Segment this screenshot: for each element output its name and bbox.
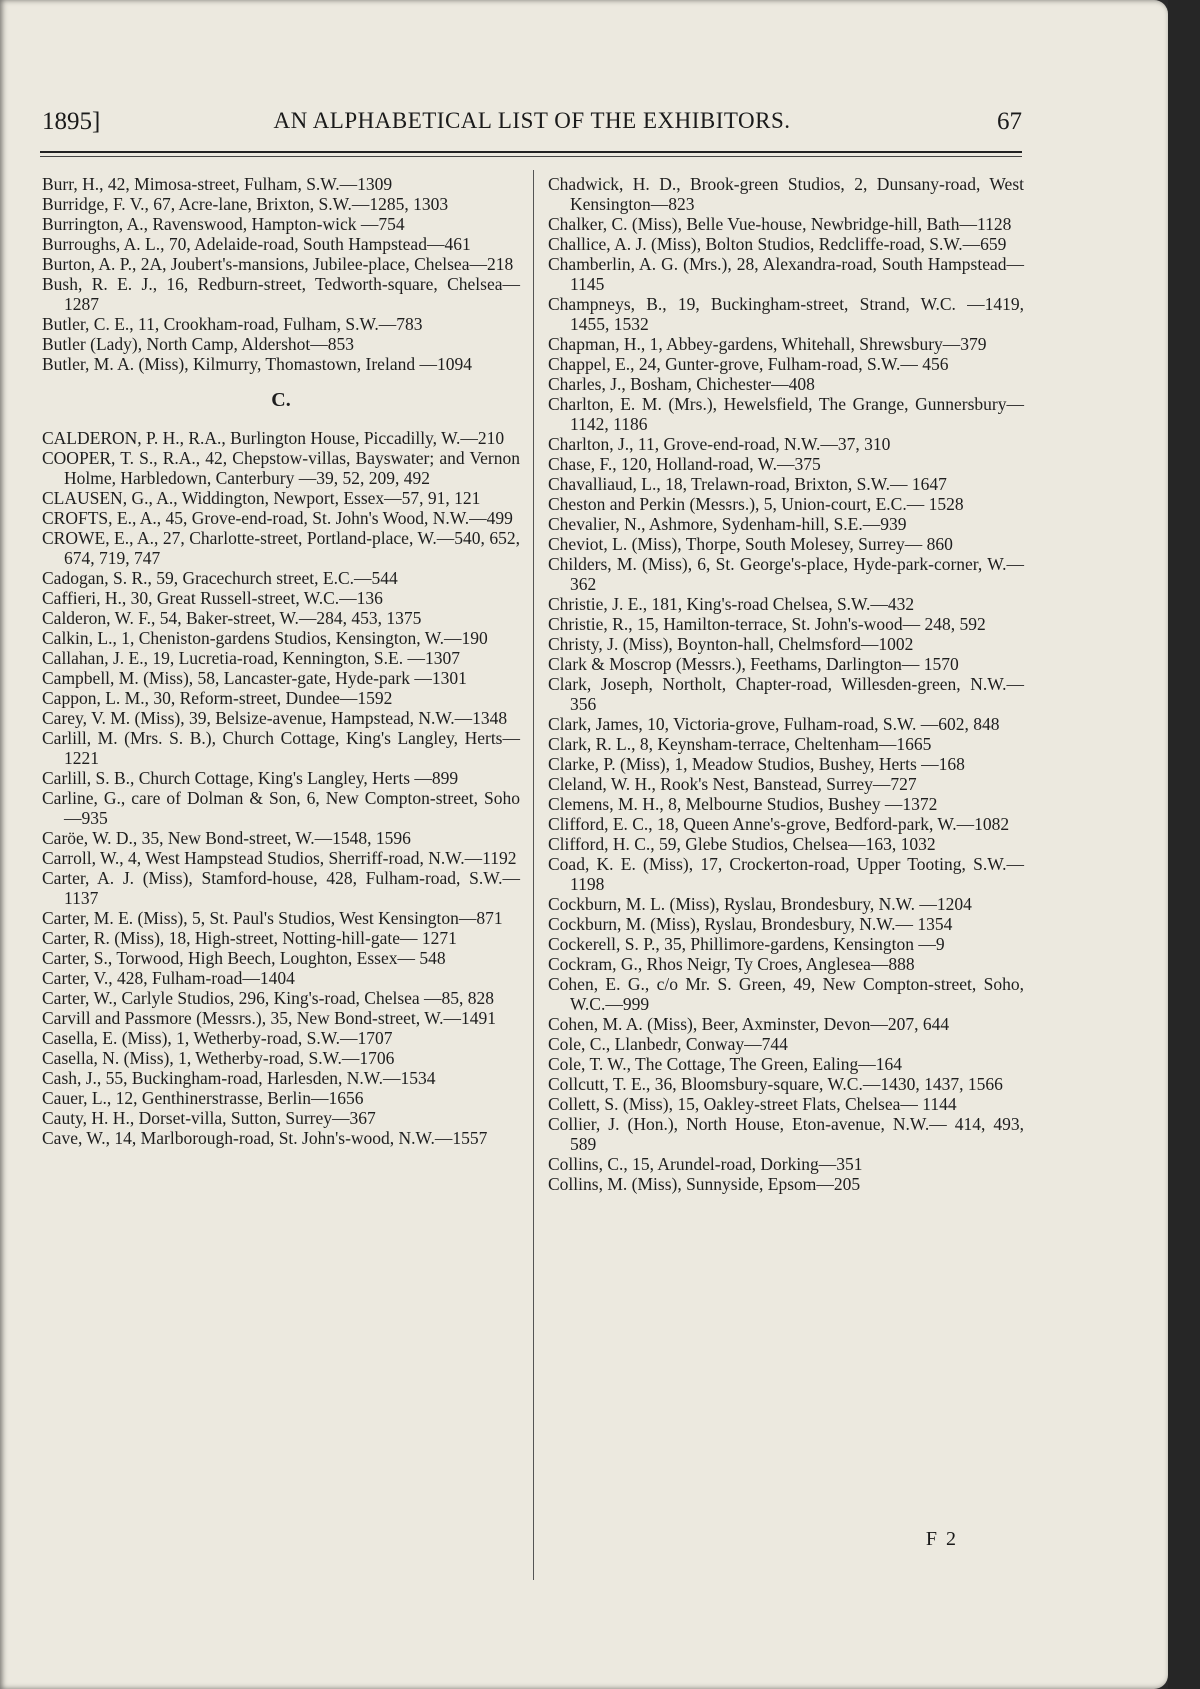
exhibitor-entry: Clark, R. L., 8, Keynsham-terrace, Cheltenham—1665	[548, 734, 932, 754]
exhibitor-entry: Butler, C. E., 11, Crookham-road, Fulham, S.W.—783	[42, 314, 423, 334]
exhibitor-entry: Carter, M. E. (Miss), 5, St. Paul's Studios, West Kensington—871	[42, 908, 503, 928]
exhibitor-entry: Burr, H., 42, Mimosa-street, Fulham, S.W.—1309	[42, 174, 393, 194]
exhibitor-entry: Collins, C., 15, Arundel-road, Dorking—351	[548, 1154, 863, 1174]
header-rule	[40, 151, 1022, 153]
exhibitor-entry: Christy, J. (Miss), Boynton-hall, Chelmsford—1002	[548, 634, 914, 654]
exhibitor-entry: Christie, R., 15, Hamilton-terrace, St. John's-wood— 248, 592	[548, 614, 986, 634]
exhibitor-entry: Collins, M. (Miss), Sunnyside, Epsom—205	[548, 1174, 861, 1194]
exhibitor-entry: Burrington, A., Ravenswood, Hampton-wick —754	[42, 214, 405, 234]
running-title: AN ALPHABETICAL LIST OF THE EXHIBITORS.	[273, 108, 791, 133]
exhibitor-entry: Cheston and Perkin (Messrs.), 5, Union-court, E.C.— 1528	[548, 494, 964, 514]
header-year: 1895]	[42, 108, 101, 135]
exhibitor-entry: Collier, J. (Hon.), North House, Eton-avenue, N.W.— 414, 493, 589	[548, 1114, 1024, 1154]
exhibitor-entry: Christie, J. E., 181, King's-road Chelsea, S.W.—432	[548, 594, 915, 614]
exhibitor-entry: Cadogan, S. R., 59, Gracechurch street, E.C.—544	[42, 568, 398, 588]
exhibitor-entry: Charlton, J., 11, Grove-end-road, N.W.—37, 310	[548, 434, 891, 454]
exhibitor-entry: Clifford, E. C., 18, Queen Anne's-grove, Bedford-park, W.—1082	[548, 814, 1010, 834]
exhibitor-entry: Carroll, W., 4, West Hampstead Studios, Sherriff-road, N.W.—1192	[42, 848, 517, 868]
exhibitor-entry: Cave, W., 14, Marlborough-road, St. John's-wood, N.W.—1557	[42, 1128, 488, 1148]
exhibitor-entry: Caröe, W. D., 35, New Bond-street, W.—1548, 1596	[42, 828, 411, 848]
exhibitor-entry: Charlton, E. M. (Mrs.), Hewelsfield, The Grange, Gunnersbury—1142, 1186	[548, 394, 1024, 434]
exhibitor-entry: Chappel, E., 24, Gunter-grove, Fulham-road, S.W.— 456	[548, 354, 949, 374]
exhibitor-entry: Chapman, H., 1, Abbey-gardens, Whitehall, Shrewsbury—379	[548, 334, 987, 354]
exhibitor-entry: Challice, A. J. (Miss), Bolton Studios, Redcliffe-road, S.W.—659	[548, 234, 1007, 254]
exhibitor-entry: Cohen, M. A. (Miss), Beer, Axminster, Devon—207, 644	[548, 1014, 950, 1034]
exhibitor-entry: Cash, J., 55, Buckingham-road, Harlesden, N.W.—1534	[42, 1068, 436, 1088]
exhibitor-entry: Casella, E. (Miss), 1, Wetherby-road, S.W.—1707	[42, 1028, 393, 1048]
exhibitor-entry: Carvill and Passmore (Messrs.), 35, New Bond-street, W.—1491	[42, 1008, 496, 1028]
exhibitor-entry: Butler (Lady), North Camp, Aldershot—853	[42, 334, 355, 354]
column-divider	[533, 170, 534, 1580]
exhibitor-entry: COOPER, T. S., R.A., 42, Chepstow-villas, Bayswater; and Vernon Holme, Harbledown, Canterbury —39, 52, 209, 492	[42, 448, 520, 488]
exhibitor-entry: Collett, S. (Miss), 15, Oakley-street Flats, Chelsea— 1144	[548, 1094, 957, 1114]
exhibitor-entry: CROWE, E., A., 27, Charlotte-street, Portland-place, W.—540, 652, 674, 719, 747	[42, 528, 520, 568]
right-column	[548, 174, 1024, 1194]
exhibitor-entry: Clemens, M. H., 8, Melbourne Studios, Bushey —1372	[548, 794, 938, 814]
signature-mark: F 2	[925, 1528, 958, 1550]
header-rule-thin	[40, 156, 1022, 157]
exhibitor-entry: Burton, A. P., 2A, Joubert's-mansions, Jubilee-place, Chelsea—218	[42, 254, 514, 274]
exhibitor-entry: Carline, G., care of Dolman & Son, 6, New Compton-street, Soho—935	[42, 788, 520, 828]
exhibitor-entry: Caffieri, H., 30, Great Russell-street, W.C.—136	[42, 588, 383, 608]
section-letter: C.	[271, 389, 291, 411]
exhibitor-entry: Cockerell, S. P., 35, Phillimore-gardens, Kensington —9	[548, 934, 945, 954]
entries-c-list	[42, 428, 520, 1148]
page-number: 67	[997, 108, 1022, 135]
entries-list	[548, 174, 1024, 1194]
exhibitor-entry: CALDERON, P. H., R.A., Burlington House, Piccadilly, W.—210	[42, 428, 505, 448]
exhibitor-entry: Cole, T. W., The Cottage, The Green, Ealing—164	[548, 1054, 902, 1074]
exhibitor-entry: Cole, C., Llanbedr, Conway—744	[548, 1034, 788, 1054]
exhibitor-entry: Clark, Joseph, Northolt, Chapter-road, Willesden-green, N.W.—356	[548, 674, 1024, 714]
exhibitor-entry: Calkin, L., 1, Cheniston-gardens Studios, Kensington, W.—190	[42, 628, 488, 648]
exhibitor-entry: Champneys, B., 19, Buckingham-street, Strand, W.C. —1419, 1455, 1532	[548, 294, 1024, 334]
exhibitor-entry: Cheviot, L. (Miss), Thorpe, South Molesey, Surrey— 860	[548, 534, 953, 554]
exhibitor-entry: CLAUSEN, G., A., Widdington, Newport, Essex—57, 91, 121	[42, 488, 481, 508]
exhibitor-entry: Cauty, H. H., Dorset-villa, Sutton, Surrey—367	[42, 1108, 376, 1128]
exhibitor-entry: Carter, R. (Miss), 18, High-street, Notting-hill-gate— 1271	[42, 928, 457, 948]
exhibitor-entry: Charles, J., Bosham, Chichester—408	[548, 374, 815, 394]
exhibitor-entry: Chavalliaud, L., 18, Trelawn-road, Brixton, S.W.— 1647	[548, 474, 947, 494]
exhibitor-entry: Chalker, C. (Miss), Belle Vue-house, Newbridge-hill, Bath—1128	[548, 214, 1012, 234]
exhibitor-entry: Carter, A. J. (Miss), Stamford-house, 428, Fulham-road, S.W.—1137	[42, 868, 520, 908]
exhibitor-entry: Cockburn, M. L. (Miss), Ryslau, Brondesbury, N.W. —1204	[548, 894, 972, 914]
exhibitor-entry: Coad, K. E. (Miss), 17, Crockerton-road, Upper Tooting, S.W.—1198	[548, 854, 1024, 894]
entries-b-list	[42, 174, 520, 374]
exhibitor-entry: Cockburn, M. (Miss), Ryslau, Brondesbury, N.W.— 1354	[548, 914, 953, 934]
exhibitor-entry: Carter, V., 428, Fulham-road—1404	[42, 968, 295, 988]
exhibitor-entry: Clark & Moscrop (Messrs.), Feethams, Darlington— 1570	[548, 654, 959, 674]
page-header	[42, 108, 1022, 144]
exhibitor-entry: Casella, N. (Miss), 1, Wetherby-road, S.W.—1706	[42, 1048, 395, 1068]
exhibitor-entry: Cockram, G., Rhos Neigr, Ty Croes, Anglesea—888	[548, 954, 915, 974]
exhibitor-entry: Chadwick, H. D., Brook-green Studios, 2, Dunsany-road, West Kensington—823	[548, 174, 1024, 214]
left-column	[42, 174, 520, 1148]
exhibitor-entry: Calderon, W. F., 54, Baker-street, W.—284, 453, 1375	[42, 608, 422, 628]
exhibitor-entry: Carey, V. M. (Miss), 39, Belsize-avenue, Hampstead, N.W.—1348	[42, 708, 508, 728]
exhibitor-entry: Callahan, J. E., 19, Lucretia-road, Kennington, S.E. —1307	[42, 648, 460, 668]
exhibitor-entry: Carter, W., Carlyle Studios, 296, King's-road, Chelsea —85, 828	[42, 988, 495, 1008]
exhibitor-entry: Burroughs, A. L., 70, Adelaide-road, South Hampstead—461	[42, 234, 471, 254]
exhibitor-entry: Chase, F., 120, Holland-road, W.—375	[548, 454, 821, 474]
background-edge	[1168, 0, 1200, 1689]
exhibitor-entry: Carlill, M. (Mrs. S. B.), Church Cottage, King's Langley, Herts—1221	[42, 728, 520, 768]
exhibitor-entry: Butler, M. A. (Miss), Kilmurry, Thomastown, Ireland —1094	[42, 354, 472, 374]
exhibitor-entry: Cohen, E. G., c/o Mr. S. Green, 49, New Compton-street, Soho, W.C.—999	[548, 974, 1024, 1014]
exhibitor-entry: Carter, S., Torwood, High Beech, Loughton, Essex— 548	[42, 948, 446, 968]
exhibitor-entry: Carlill, S. B., Church Cottage, King's Langley, Herts —899	[42, 768, 459, 788]
exhibitor-entry: Cleland, W. H., Rook's Nest, Banstead, Surrey—727	[548, 774, 917, 794]
exhibitor-entry: Campbell, M. (Miss), 58, Lancaster-gate, Hyde-park —1301	[42, 668, 467, 688]
exhibitor-entry: Cauer, L., 12, Genthinerstrasse, Berlin—1656	[42, 1088, 364, 1108]
exhibitor-entry: Chamberlin, A. G. (Mrs.), 28, Alexandra-road, South Hampstead—1145	[548, 254, 1024, 294]
exhibitor-entry: CROFTS, E., A., 45, Grove-end-road, St. John's Wood, N.W.—499	[42, 508, 513, 528]
exhibitor-entry: Chevalier, N., Ashmore, Sydenham-hill, S.E.—939	[548, 514, 907, 534]
exhibitor-entry: Clarke, P. (Miss), 1, Meadow Studios, Bushey, Herts —168	[548, 754, 965, 774]
exhibitor-entry: Cappon, L. M., 30, Reform-street, Dundee—1592	[42, 688, 393, 708]
exhibitor-entry: Clark, James, 10, Victoria-grove, Fulham-road, S.W. —602, 848	[548, 714, 1000, 734]
exhibitor-entry: Childers, M. (Miss), 6, St. George's-place, Hyde-park-corner, W.—362	[548, 554, 1024, 594]
exhibitor-entry: Bush, R. E. J., 16, Redburn-street, Tedworth-square, Chelsea—1287	[42, 274, 520, 314]
exhibitor-entry: Collcutt, T. E., 36, Bloomsbury-square, W.C.—1430, 1437, 1566	[548, 1074, 1003, 1094]
exhibitor-entry: Burridge, F. V., 67, Acre-lane, Brixton, S.W.—1285, 1303	[42, 194, 449, 214]
exhibitor-entry: Clifford, H. C., 59, Glebe Studios, Chelsea—163, 1032	[548, 834, 936, 854]
